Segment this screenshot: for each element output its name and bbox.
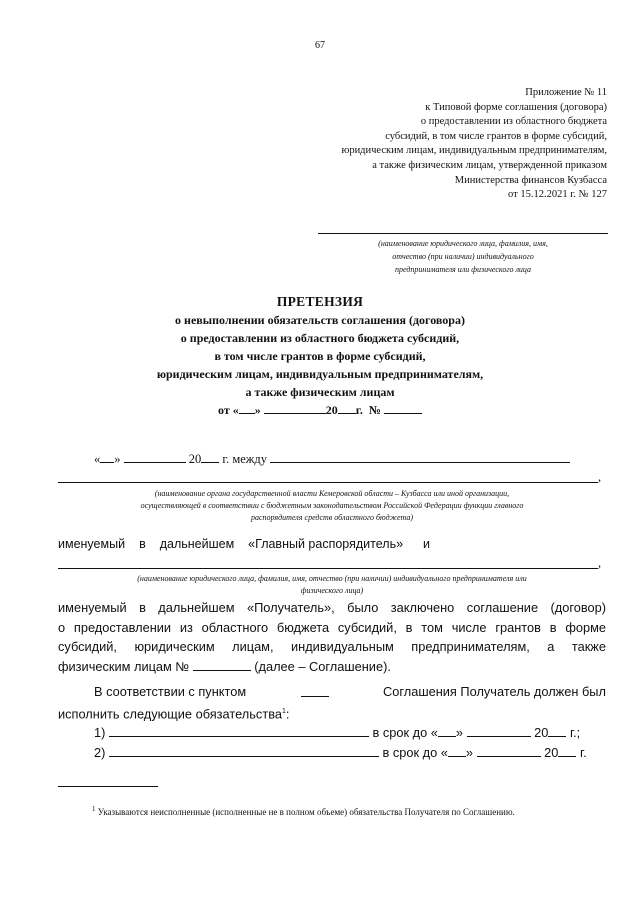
- appendix-line: Министерства финансов Кузбасса: [454, 174, 607, 186]
- appendix-line: к Типовой форме соглашения (договора): [425, 101, 607, 113]
- word: в: [139, 537, 146, 551]
- title-line: в том числе грантов в форме субсидий,: [214, 349, 426, 363]
- obligations-intro: [58, 682, 606, 702]
- caption-line: (наименование юридического лица, фамилия, имя,: [378, 239, 548, 248]
- text: в срок до «: [372, 725, 438, 741]
- caption-line: (наименование юридического лица, фамилия, имя, отчество (при наличии) индивидуального предпринимателя или: [137, 574, 527, 583]
- word: и: [423, 537, 431, 551]
- item-number: 1): [94, 725, 106, 741]
- text: 20: [544, 744, 559, 760]
- number-sign: №: [368, 403, 381, 417]
- date-mid: »: [254, 403, 261, 417]
- day-blank[interactable]: [100, 452, 114, 463]
- year-blank[interactable]: [558, 746, 576, 757]
- appendix-line: Приложение № 11: [525, 87, 607, 98]
- recipient-blank-line[interactable]: [318, 233, 608, 234]
- appendix-line: о предоставлении из областного бюджета: [420, 116, 607, 128]
- year-prefix: 20: [188, 452, 202, 466]
- day-blank[interactable]: [239, 403, 255, 414]
- page-number: 67: [315, 40, 325, 51]
- day-blank[interactable]: [438, 726, 456, 737]
- footnote-separator: [58, 786, 158, 787]
- year-suffix: г. между: [222, 452, 268, 466]
- para-line: о предоставлении из областного бюджета субсидий, в том числе грантов в форме: [58, 619, 606, 635]
- year-suffix: г.: [355, 403, 363, 417]
- title-line: о предоставлении из областного бюджета субсидий,: [180, 331, 460, 345]
- month-blank[interactable]: [264, 403, 326, 414]
- obligations-block: [58, 682, 606, 762]
- caption-line: осуществляющей в соответствии с бюджетным законодательством Российской Федерации функции главного: [140, 501, 524, 510]
- text: в срок до «: [382, 744, 448, 760]
- day-blank[interactable]: [448, 746, 466, 757]
- title-line: юридическим лицам, индивидуальным предпринимателям,: [156, 367, 484, 381]
- text: физическим лицам №: [58, 658, 190, 674]
- appendix-line: юридическим лицам, индивидуальным предпринимателям,: [341, 145, 607, 157]
- text: »: [455, 725, 464, 741]
- text: »: [465, 744, 474, 760]
- text: Соглашения Получатель должен был: [383, 684, 606, 699]
- caption-line: физического лица): [300, 586, 364, 595]
- appendix-line: а также физическим лицам, утвержденной приказом: [372, 159, 607, 171]
- year-blank[interactable]: [548, 726, 566, 737]
- comma: ,: [598, 556, 602, 570]
- footnote: [92, 805, 515, 817]
- comma: ,: [598, 470, 602, 484]
- month-blank[interactable]: [467, 726, 531, 737]
- text: 20: [534, 725, 549, 741]
- footnote-mark: 1: [281, 707, 286, 715]
- item-number: 2): [94, 744, 106, 760]
- recipient-caption: [318, 237, 608, 276]
- caption-line: предпринимателя или физического лица: [394, 265, 532, 274]
- number-blank[interactable]: [384, 403, 422, 414]
- appendix-header: [277, 86, 607, 203]
- title-line: а также физическим лицам: [245, 385, 395, 399]
- month-blank[interactable]: [477, 746, 541, 757]
- title-line: о невыполнении обязательств соглашения (договора): [175, 313, 465, 327]
- footnote-text: Указываются неисполненные (исполненные не в полном объеме) обязательства Получателя по Соглашению.: [97, 807, 515, 817]
- obligation-blank[interactable]: [109, 746, 379, 757]
- clause-blank[interactable]: [301, 686, 329, 697]
- text: г.;: [569, 725, 581, 741]
- close-quote: »: [114, 452, 121, 466]
- caption-line: (наименование органа государственной власти Кемеровской области – Кузбасса или иной организации,: [154, 489, 510, 498]
- date-prefix: от «: [218, 403, 239, 417]
- text: :: [285, 705, 290, 721]
- authority-blank[interactable]: [270, 452, 570, 463]
- para-line: именуемый в дальнейшем «Получатель», было заключено соглашение (договор): [58, 600, 606, 615]
- obligation-item-1: [58, 723, 606, 743]
- agreement-paragraph: [58, 598, 606, 676]
- obligation-blank[interactable]: [109, 726, 369, 737]
- word: именуемый: [58, 537, 126, 551]
- title-heading: ПРЕТЕНЗИЯ: [276, 294, 364, 309]
- obligation-item-2: [58, 743, 606, 763]
- word: дальнейшем: [159, 537, 235, 551]
- caption-line: распорядителя средств областного бюджета): [250, 513, 414, 522]
- named-chief-row: [58, 537, 606, 551]
- month-blank[interactable]: [124, 452, 186, 463]
- open-quote: «: [94, 452, 101, 466]
- authority-blank-line[interactable]: [58, 482, 598, 483]
- agreement-number-blank[interactable]: [193, 660, 251, 671]
- year-prefix: 20: [325, 403, 338, 417]
- date-between-row: [94, 452, 570, 467]
- authority-caption: [58, 488, 606, 524]
- footnote-mark: 1: [92, 805, 96, 813]
- title-date-line: [0, 401, 640, 419]
- year-blank[interactable]: [338, 403, 356, 414]
- para-line: [58, 657, 606, 677]
- recipient-blank-line-2[interactable]: [58, 568, 598, 569]
- appendix-line: субсидий, в том числе грантов в форме субсидий,: [385, 130, 607, 142]
- recipient-caption-2: [58, 573, 606, 597]
- document-title: [0, 293, 640, 419]
- text: В соответствии с пунктом: [94, 684, 247, 699]
- text: г.: [579, 744, 587, 760]
- para-line: субсидий, юридическим лицам, индивидуальным предпринимателям, а также: [58, 639, 606, 654]
- word: «Главный распорядитель»: [248, 537, 404, 551]
- text: (далее – Соглашение).: [254, 658, 391, 674]
- appendix-line: от 15.12.2021 г. № 127: [508, 189, 607, 201]
- text: исполнить следующие обязательства: [58, 705, 282, 721]
- caption-line: отчество (при наличии) индивидуального: [392, 252, 534, 261]
- year-blank[interactable]: [201, 452, 219, 463]
- obligations-intro-end: [58, 702, 606, 724]
